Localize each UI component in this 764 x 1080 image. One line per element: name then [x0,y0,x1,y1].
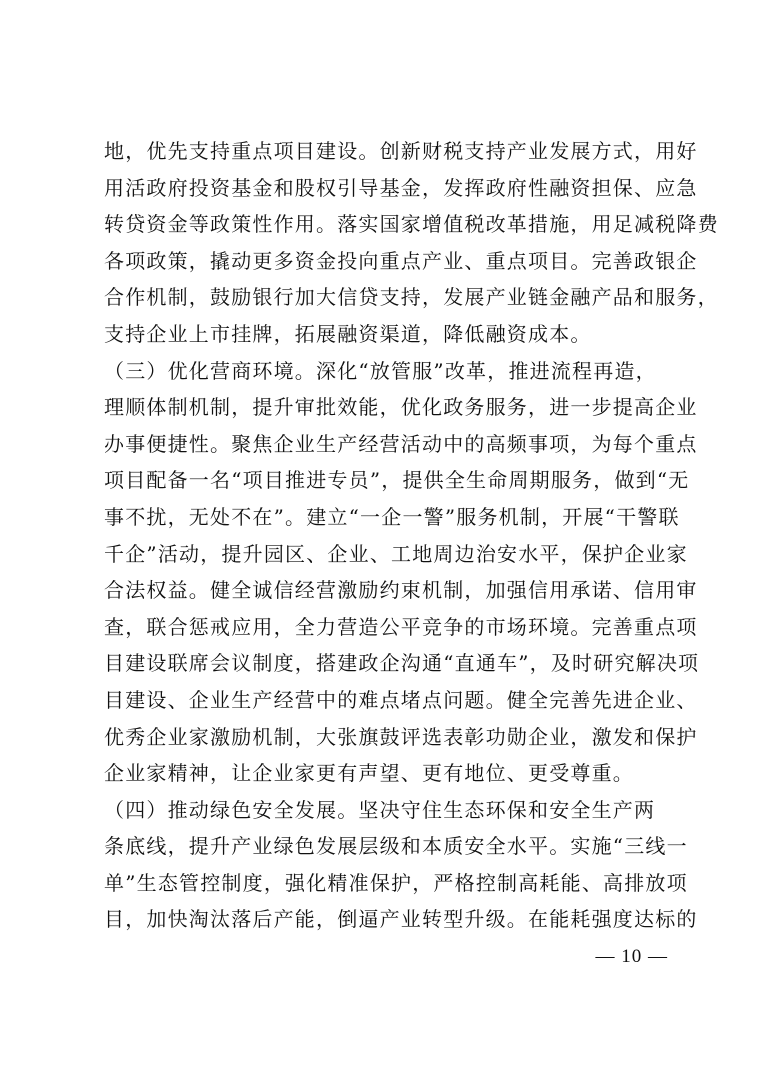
text-line: 千企”活动，提升园区、企业、工地周边治安水平，保护企业家 [104,541,688,566]
text-line: 目，加快淘汰落后产能，倒逼产业转型升级。在能耗强度达标的 [104,907,698,932]
text-line: 各项政策，撬动更多资金投向重点产业、重点项目。完善政银企 [104,248,698,273]
text-line: 合作机制，鼓励银行加大信贷支持，发展产业链金融产品和服务， [104,285,719,310]
text-line: 项目配备一名“项目推进专员”，提供全生命周期服务，做到“无 [104,468,690,493]
text-line: 理顺体制机制，提升审批效能，优化政务服务，进一步提高企业 [104,395,698,420]
text-line: 单”生态管控制度，强化精准保护，严格控制高耗能、高排放项 [104,870,688,895]
text-line: 用活政府投资基金和股权引导基金，发挥政府性融资担保、应急 [104,175,698,200]
text-line: 事不扰，无处不在”。建立“一企一警”服务机制，开展“干警联 [104,504,680,529]
text-line: 查，联合惩戒应用，全力营造公平竞争的市场环境。完善重点项 [104,614,698,639]
text-line: 目建设、企业生产经营中的难点堵点问题。健全完善先进企业、 [104,687,698,712]
text-line: 地，优先支持重点项目建设。创新财税支持产业发展方式，用好 [104,139,698,163]
section-heading-line: （四）推动绿色安全发展。坚决守住生态环保和安全生产两 [104,797,656,822]
section-heading-line: （三）优化营商环境。深化“放管服”改革，推进流程再造， [104,358,657,383]
text-line: 条底线，提升产业绿色发展层级和本质安全水平。实施“三线一 [104,834,688,859]
text-line: 企业家精神，让企业家更有声望、更有地位、更受尊重。 [104,761,634,786]
text-line: 目建设联席会议制度，搭建政企沟通“直通车”，及时研究解决项 [104,651,700,676]
text-line: 合法权益。健全诚信经营激励约束机制，加强信用承诺、信用审 [104,578,698,603]
text-line: 转贷资金等政策性作用。落实国家增值税改革措施，用足减税降费 [104,212,719,237]
text-line: 办事便捷性。聚焦企业生产经营活动中的高频事项，为每个重点 [104,431,698,456]
body-text [104,133,719,938]
page-number: — 10 — [595,946,668,967]
text-line: 支持企业上市挂牌，拓展融资渠道，降低融资成本。 [104,321,592,346]
text-line: 优秀企业家激励机制，大张旗鼓评选表彰功勋企业，激发和保护 [104,724,698,749]
